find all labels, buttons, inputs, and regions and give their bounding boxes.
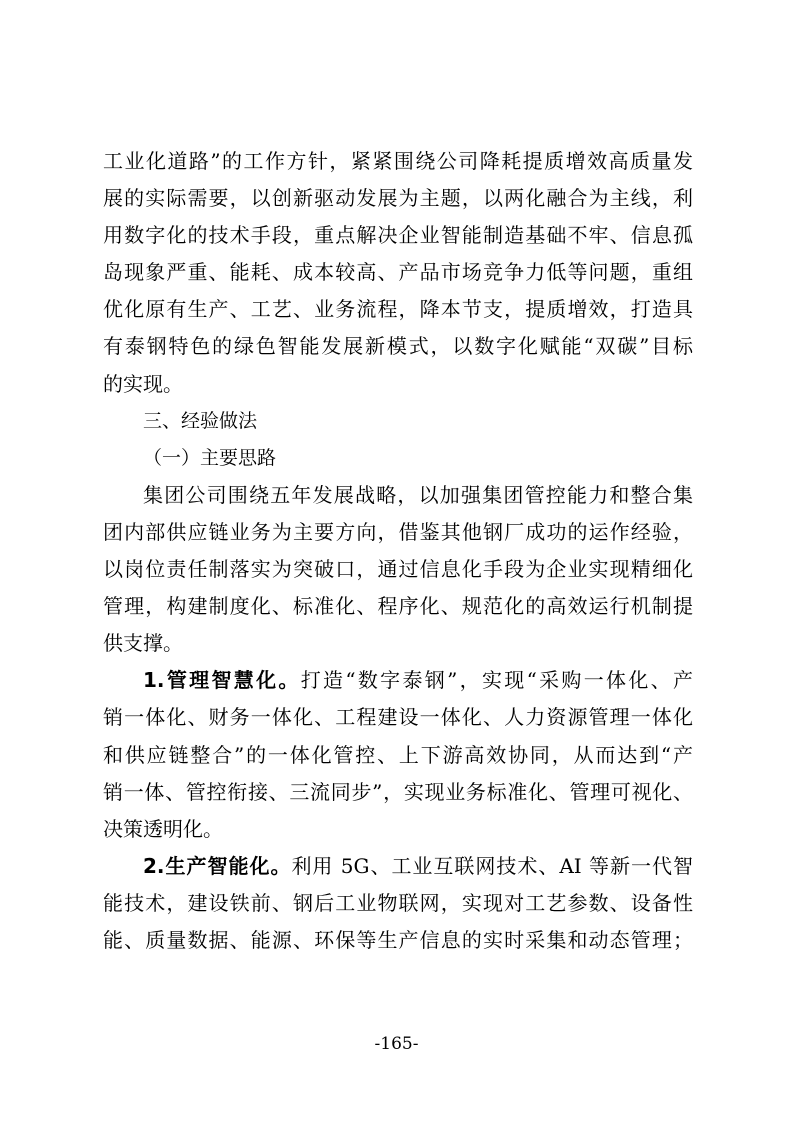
page-body bbox=[103, 143, 693, 959]
section-heading: 三、经验做法 bbox=[143, 409, 258, 432]
paragraph-line: 的实现。 bbox=[103, 371, 183, 396]
item-lead-text: 利用 5G、工业互联网技术、AI 等新一代智 bbox=[291, 853, 693, 878]
thinking-paragraph bbox=[103, 477, 693, 662]
item-lead-text: 打造“数字泰钢”，实现“采购一体化、产 bbox=[300, 668, 693, 693]
item-lead-title: 1.管理智慧化。 bbox=[143, 668, 301, 693]
paragraph-line: 集团公司围绕五年发展战略，以加强集团管控能力和整合集 bbox=[143, 482, 693, 507]
item-lead-title: 2.生产智能化。 bbox=[143, 853, 292, 878]
item-first-line bbox=[103, 848, 693, 885]
paragraph-line: 以岗位责任制落实为突破口，通过信息化手段为企业实现精细化 bbox=[103, 557, 693, 582]
paragraph-line: 销一体、管控衔接、三流同步”，实现业务标准化、管理可视化、 bbox=[103, 779, 693, 804]
paragraph-line: 和供应链整合”的一体化管控、上下游高效协同，从而达到“产 bbox=[103, 742, 693, 767]
paragraph-line: 供支撑。 bbox=[103, 631, 183, 656]
paragraph-line: 有泰钢特色的绿色智能发展新模式，以数字化赋能“双碳”目标 bbox=[103, 334, 693, 359]
paragraph-line: 能、质量数据、能源、环保等生产信息的实时采集和动态管理； bbox=[103, 927, 693, 952]
paragraph-line: 用数字化的技术手段，重点解决企业智能制造基础不牢、信息孤 bbox=[103, 223, 693, 248]
paragraph-line: 销一体化、财务一体化、工程建设一体化、人力资源管理一体化 bbox=[103, 705, 693, 730]
paragraph-line: 工业化道路”的工作方针，紧紧围绕公司降耗提质增效高质量发 bbox=[103, 149, 693, 173]
item-first-line bbox=[103, 662, 693, 699]
item-production-intelligence bbox=[103, 848, 693, 959]
paragraph-line: 团内部供应链业务为主要方向，借鉴其他钢厂成功的运作经验， bbox=[103, 519, 693, 544]
intro-paragraph bbox=[103, 143, 693, 403]
paragraph-line: 管理，构建制度化、标准化、程序化、规范化的高效运行机制提 bbox=[103, 594, 693, 619]
subsection-heading: （一）主要思路 bbox=[143, 446, 277, 469]
paragraph-line: 能技术，建设铁前、钢后工业物联网，实现对工艺参数、设备性 bbox=[103, 890, 693, 915]
paragraph-line: 决策透明化。 bbox=[103, 816, 223, 841]
paragraph-line: 展的实际需要，以创新驱动发展为主题，以两化融合为主线，利 bbox=[103, 186, 693, 211]
item-management-intelligence bbox=[103, 662, 693, 847]
paragraph-line: 优化原有生产、工艺、业务流程，降本节支，提质增效，打造具 bbox=[103, 297, 693, 322]
page-number: -165- bbox=[374, 1034, 419, 1054]
paragraph-line: 岛现象严重、能耗、成本较高、产品市场竞争力低等问题，重组 bbox=[103, 260, 693, 285]
